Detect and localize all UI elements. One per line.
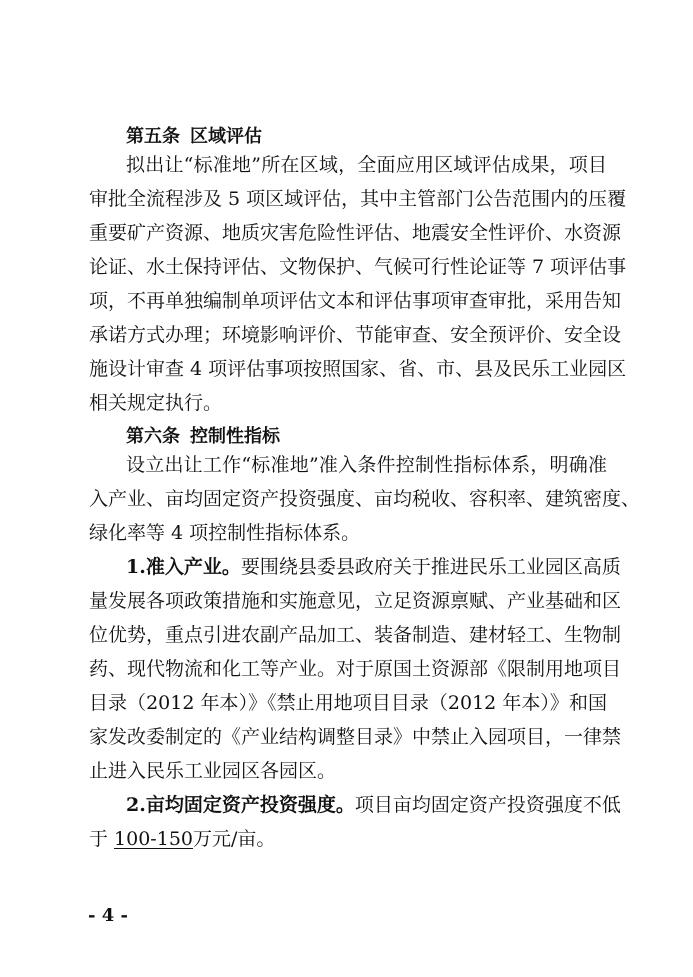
article-6-title: 控制性指标 — [190, 426, 280, 447]
paragraph-line: 拟出让“标准地”所在区域，全面应用区域评估成果，项目 — [126, 154, 607, 176]
item-2-suffix: 万元/亩。 — [193, 828, 276, 850]
item-2-prefix: 于 — [89, 828, 115, 850]
item-1-first-line — [126, 552, 621, 582]
article-6-number: 第六条 — [126, 426, 180, 447]
paragraph-line: 入产业、亩均固定资产投资强度、亩均税收、容积率、建筑密度、 — [89, 488, 641, 510]
paragraph-line: 施设计审查 4 项评估事项按照国家、省、市、县及民乐工业园区 — [89, 358, 627, 380]
paragraph-line: 论证、水土保持评估、文物保护、气候可行性论证等 7 项评估事 — [89, 256, 627, 278]
paragraph-line: 承诺方式办理；环境影响评价、节能审查、安全预评价、安全设 — [89, 324, 622, 346]
paragraph-line: 位优势，重点引进农副产品加工、装备制造、建材轻工、生物制 — [89, 624, 622, 646]
paragraph-line: 审批全流程涉及 5 项区域评估，其中主管部门公告范围内的压覆 — [89, 188, 627, 210]
page-number: - 4 - — [88, 905, 128, 926]
article-5-heading — [126, 122, 262, 148]
item-2-text: 项目亩均固定资产投资强度不低 — [354, 794, 621, 816]
article-6-heading — [126, 422, 280, 448]
paragraph-line: 绿化率等 4 项控制性指标体系。 — [89, 522, 361, 544]
paragraph-line: 止进入民乐工业园区各园区。 — [89, 760, 337, 782]
item-2-first-line — [126, 790, 621, 820]
investment-intensity-value: 100-150 — [114, 828, 193, 850]
item-2-title: 2.亩均固定资产投资强度。 — [126, 794, 355, 816]
paragraph-line: 家发改委制定的《产业结构调整目录》中禁止入园项目，一律禁 — [89, 726, 622, 748]
item-2-second-line — [89, 824, 607, 854]
paragraph-line: 量发展各项政策措施和实施意见，立足资源禀赋、产业基础和区 — [89, 590, 622, 612]
article-5-number: 第五条 — [126, 126, 180, 147]
paragraph-line: 目录（2012 年本）》《禁止用地项目目录（2012 年本）》和国 — [89, 692, 607, 714]
item-1-title: 1.准入产业。 — [126, 556, 241, 578]
paragraph-line: 项，不再单独编制单项评估文本和评估事项审查审批，采用告知 — [89, 290, 622, 312]
paragraph-line: 重要矿产资源、地质灾害危险性评估、地震安全性评价、水资源 — [89, 222, 622, 244]
article-5-title: 区域评估 — [190, 126, 262, 147]
paragraph-line: 相关规定执行。 — [89, 392, 223, 414]
item-1-text: 要围绕县委县政府关于推进民乐工业园区高质 — [240, 556, 621, 578]
paragraph-line: 药、现代物流和化工等产业。对于原国土资源部《限制用地项目 — [89, 658, 622, 680]
paragraph-line: 设立出让工作“标准地”准入条件控制性指标体系，明确准 — [126, 454, 607, 476]
